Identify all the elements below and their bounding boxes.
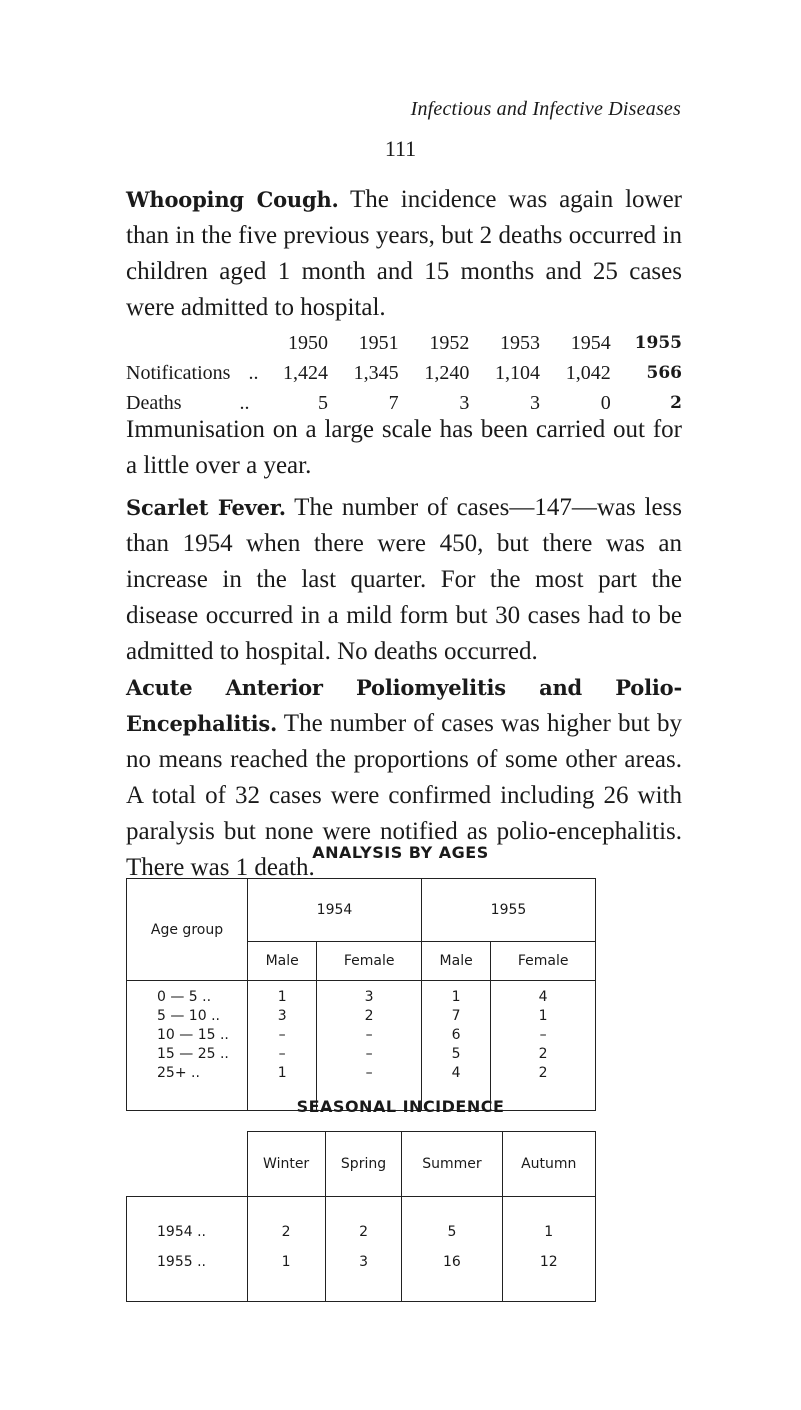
value-cell: 5 bbox=[402, 1196, 502, 1247]
value-cell: 4 bbox=[421, 1063, 490, 1111]
value-cell: 5 bbox=[421, 1044, 490, 1063]
value-cell: 16 bbox=[402, 1247, 502, 1302]
value-cell: 3 bbox=[317, 981, 422, 1007]
year-cell: 1950 bbox=[287, 331, 328, 354]
value-cell: 1 bbox=[248, 981, 317, 1007]
year-1955-header: 1955 bbox=[421, 879, 595, 942]
value-cell: 4 bbox=[491, 981, 596, 1007]
analysis-by-ages-table bbox=[126, 878, 596, 1111]
age-cell: 0 — 5 .. bbox=[127, 981, 248, 1007]
whooping-cough-body: The incidence was again lower than in the five previous years, but 2 deaths occurred in children aged 1 month and 15 months and 25 cases were admitted to hospital. bbox=[126, 186, 682, 321]
value-cell: 12 bbox=[502, 1247, 595, 1302]
scarlet-fever-body: The number of cases—147—was less than 1954 when there were 450, but there was an increase in the last quarter. For the most part the disease occurred in a mild form but 30 cases had to be admitted to hospital. No deaths occurred. bbox=[126, 494, 682, 665]
value-cell: 1 bbox=[502, 1196, 595, 1247]
winter-header: Winter bbox=[247, 1132, 325, 1197]
row-label: Notifications bbox=[126, 361, 231, 384]
value-cell: – bbox=[491, 1025, 596, 1044]
value-cell: 2 bbox=[247, 1196, 325, 1247]
value-cell: – bbox=[317, 1044, 422, 1063]
value-cell: 7 bbox=[388, 391, 399, 414]
season-year-cell: 1955 .. bbox=[127, 1247, 248, 1302]
seasonal-incidence-title: SEASONAL INCIDENCE bbox=[296, 1097, 505, 1116]
summer-header: Summer bbox=[402, 1132, 502, 1197]
spring-header: Spring bbox=[325, 1132, 402, 1197]
value-cell: 1,345 bbox=[353, 361, 399, 384]
female-header: Female bbox=[491, 942, 596, 981]
season-year-cell: 1954 .. bbox=[127, 1196, 248, 1247]
age-table-year-row bbox=[127, 879, 596, 942]
table-row bbox=[127, 1247, 596, 1302]
analysis-by-ages-title: ANALYSIS BY AGES bbox=[312, 843, 489, 862]
page-number: 111 bbox=[384, 136, 417, 161]
value-cell: 3 bbox=[459, 391, 470, 414]
whooping-cough-table bbox=[126, 328, 682, 418]
scarlet-fever-paragraph bbox=[126, 490, 682, 670]
value-cell: 2 bbox=[670, 393, 682, 413]
running-head: Infectious and Infective Diseases bbox=[410, 98, 681, 120]
scarlet-fever-heading: Scarlet Fever. bbox=[126, 495, 286, 520]
leader-dots: .. bbox=[239, 391, 250, 414]
value-cell: 1 bbox=[248, 1063, 317, 1111]
notifications-row bbox=[126, 358, 682, 388]
age-cell: 10 — 15 .. bbox=[127, 1025, 248, 1044]
table-row bbox=[127, 1196, 596, 1247]
age-group-header: Age group bbox=[127, 879, 248, 981]
year-header-row bbox=[126, 328, 682, 358]
value-cell: 0 bbox=[600, 391, 611, 414]
value-cell: 2 bbox=[325, 1196, 402, 1247]
value-cell: 1,424 bbox=[282, 361, 328, 384]
value-cell: 2 bbox=[317, 1006, 422, 1025]
immunisation-paragraph: Immunisation on a large scale has been carried out for a little over a year. bbox=[126, 416, 682, 479]
row-label: Deaths bbox=[126, 391, 182, 414]
leader-dots: .. bbox=[248, 361, 259, 384]
value-cell: 1,042 bbox=[565, 361, 611, 384]
value-cell: 5 bbox=[317, 391, 328, 414]
value-cell: 2 bbox=[491, 1063, 596, 1111]
table-row bbox=[127, 1025, 596, 1044]
polio-body: The number of cases was higher but by no means reached the proportions of some other areas. A total of 32 cases were confirmed including 26 with paralysis but none were notified as polio-encephalitis. There was 1 death. bbox=[126, 710, 682, 881]
value-cell: 6 bbox=[421, 1025, 490, 1044]
whooping-cough-paragraph bbox=[126, 182, 682, 326]
value-cell: 7 bbox=[421, 1006, 490, 1025]
table-row bbox=[127, 981, 596, 1007]
value-cell: – bbox=[317, 1025, 422, 1044]
value-cell: – bbox=[248, 1044, 317, 1063]
age-cell: 5 — 10 .. bbox=[127, 1006, 248, 1025]
value-cell: 1 bbox=[491, 1006, 596, 1025]
age-cell: 25+ .. bbox=[127, 1063, 248, 1111]
age-cell: 15 — 25 .. bbox=[127, 1044, 248, 1063]
value-cell: 1,104 bbox=[495, 361, 541, 384]
year-cell: 1953 bbox=[500, 331, 541, 354]
polio-heading: Acute Anterior Poliomyelitis and Polio-Encephalitis. bbox=[126, 675, 682, 736]
value-cell: 1 bbox=[421, 981, 490, 1007]
year-cell: 1952 bbox=[429, 331, 470, 354]
whooping-cough-heading: Whooping Cough. bbox=[126, 187, 339, 212]
season-header-row bbox=[127, 1132, 596, 1197]
year-cell: 1951 bbox=[358, 331, 399, 354]
autumn-header: Autumn bbox=[502, 1132, 595, 1197]
value-cell: – bbox=[317, 1063, 422, 1111]
table-row bbox=[127, 1044, 596, 1063]
year-cell: 1954 bbox=[570, 331, 611, 354]
value-cell: 566 bbox=[646, 363, 682, 383]
value-cell: 2 bbox=[491, 1044, 596, 1063]
male-header: Male bbox=[421, 942, 490, 981]
table-row bbox=[127, 1006, 596, 1025]
value-cell: 3 bbox=[248, 1006, 317, 1025]
male-header: Male bbox=[248, 942, 317, 981]
female-header: Female bbox=[317, 942, 422, 981]
value-cell: 3 bbox=[530, 391, 541, 414]
seasonal-incidence-table bbox=[126, 1131, 596, 1302]
value-cell: 3 bbox=[325, 1247, 402, 1302]
value-cell: 1,240 bbox=[424, 361, 470, 384]
value-cell: – bbox=[248, 1025, 317, 1044]
year-1954-header: 1954 bbox=[248, 879, 422, 942]
year-cell: 1955 bbox=[634, 333, 682, 353]
value-cell: 1 bbox=[247, 1247, 325, 1302]
